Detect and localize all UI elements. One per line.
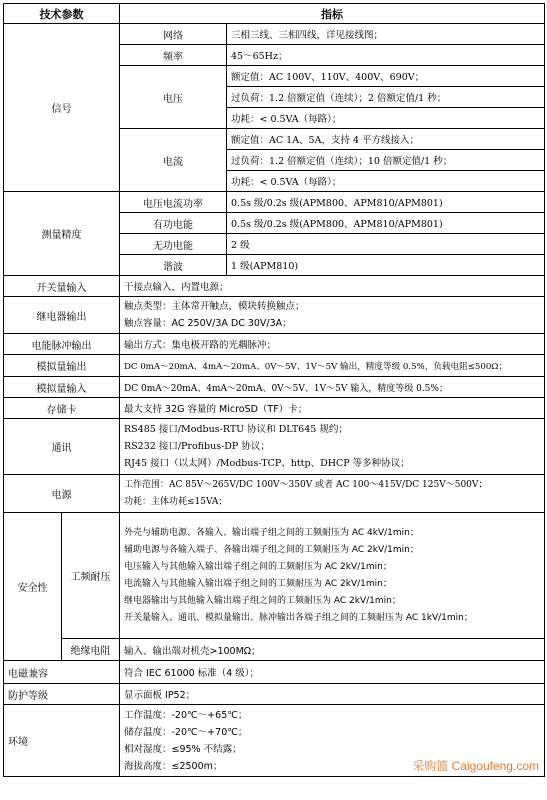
withstand-line: 开关量输入、通讯、模拟量输出、脉冲输出各端子组之间的工频耐压为 AC 1kV/1min；: [124, 612, 473, 623]
emc-value: 符合 IEC 61000 标准（4 级）；: [120, 661, 545, 684]
ip-value: 显示面板 IP52；: [120, 684, 545, 705]
withstand-label: 工频耐压: [62, 513, 120, 639]
comm-label: 通讯: [4, 419, 120, 475]
power-consumption: 功耗：主体功耗≤15VA；: [124, 496, 228, 507]
current-overload: 过负荷：1.2 倍额定值（连续）；10 倍额定值/1 秒；: [227, 150, 545, 171]
pulse-label: 电能脉冲输出: [4, 334, 120, 355]
vi-power-label: 电压电流功率: [120, 192, 227, 213]
network-value: 三相三线、三相四线，详见接线图；: [227, 24, 545, 45]
pulse-value: 输出方式：集电极开路的光耦脉冲；: [120, 334, 545, 355]
insulation-label: 绝缘电阻: [62, 639, 120, 661]
current-rated: 额定值：AC 1A、5A，支持 4 平方线接入；: [227, 129, 545, 150]
withstand-line: 电压输入与其他输入输出端子组之间的工频耐压为 AC 2kV/1min；: [124, 561, 392, 572]
accuracy-label: 测量精度: [4, 192, 120, 276]
current-power: 功耗：< 0.5VA（每路）；: [227, 171, 545, 192]
network-label: 网络: [120, 24, 227, 45]
reactive-energy-label: 无功电能: [120, 234, 227, 255]
signal-label: 信号: [4, 24, 120, 192]
switch-input-value: 干接点输入，内置电源；: [120, 276, 545, 297]
voltage-overload: 过负荷：1.2 倍额定值（连续）；2 倍额定值/1 秒；: [227, 87, 545, 108]
harmonic-label: 谐波: [120, 255, 227, 276]
comm-rs485: RS485 接口/Modbus-RTU 协议和 DLT645 规约；: [124, 424, 348, 435]
sd-label: 存储卡: [4, 398, 120, 419]
relay-type: 触点类型：主体常开触点，模块转换触点；: [124, 301, 305, 312]
voltage-label: 电压: [120, 66, 227, 129]
env-line: 储存温度：-20℃～+70℃；: [124, 726, 248, 738]
withstand-line: 继电器输出与其他输入输出端子组之间的工频耐压为 AC 2kV/1min；: [124, 595, 401, 606]
current-label: 电流: [120, 129, 227, 192]
comm-rs232: RS232 接口/Profibus-DP 协议；: [124, 441, 270, 452]
harmonic-value: 1 级(APM810): [227, 255, 545, 276]
voltage-power: 功耗：< 0.5VA（每路）；: [227, 108, 545, 129]
analog-out-value: DC 0mA～20mA、4mA～20mA、0V～5V、1V～5V 输出，精度等级 0.5%，负载电阻≤500Ω；: [120, 355, 545, 377]
withstand-line: 辅助电源与各输入端子、各输出端子组之间的工频耐压为 AC 2kV/1min；: [124, 544, 419, 555]
withstand-values: [120, 513, 545, 639]
comm-rj45: RJ45 接口（以太网）/Modbus-TCP、http、DHCP 等多种协议；: [124, 458, 410, 469]
sd-value: 最大支持 32G 容量的 MicroSD（TF）卡；: [120, 398, 545, 419]
watermark: 采购篮 Caigoufeng.com: [412, 759, 539, 773]
env-line: 海拔高度：≤2500m；: [124, 760, 223, 772]
freq-label: 频率: [120, 45, 227, 66]
emc-label: 电磁兼容: [4, 661, 120, 684]
analog-in-value: DC 0mA～20mA、4mA～20mA、0V～5V、1V～5V 输入，精度等级 0.5%；: [120, 377, 545, 398]
power-range: 工作范围：AC 85V～265V/DC 100V～350V 或者 AC 100～415V/DC 125V～500V；: [124, 479, 488, 490]
ip-label: 防护等级: [4, 684, 120, 705]
switch-input-label: 开关量输入: [4, 276, 120, 297]
insulation-value: 输入、输出端对机壳>100MΩ；: [120, 639, 545, 661]
analog-out-label: 模拟量输出: [4, 355, 120, 377]
active-energy-label: 有功电能: [120, 213, 227, 234]
relay-values: [120, 297, 545, 334]
spec-table: [3, 3, 545, 777]
relay-label: 继电器输出: [4, 297, 120, 334]
relay-capacity: 触点容量：AC 250V/3A DC 30V/3A；: [124, 318, 292, 329]
env-line: 工作温度：-20℃～+65℃；: [124, 709, 248, 721]
header-param: 技术参数: [4, 4, 120, 24]
freq-value: 45～65Hz；: [227, 45, 545, 66]
header-spec: 指标: [120, 4, 545, 24]
comm-values: [120, 419, 545, 475]
power-label: 电源: [4, 475, 120, 513]
withstand-line: 电流输入与其他输入输出端子组之间的工频耐压为 AC 2kV/1min；: [124, 578, 392, 589]
voltage-rated: 额定值：AC 100V、110V、400V、690V；: [227, 66, 545, 87]
power-values: [120, 475, 545, 513]
analog-in-label: 模拟量输入: [4, 377, 120, 398]
active-energy-value: 0.5s 级/0.2s 级(APM800、APM810/APM801): [227, 213, 545, 234]
vi-power-value: 0.5s 级/0.2s 级(APM800、APM810/APM801): [227, 192, 545, 213]
withstand-line: 外壳与辅助电源、各输入、输出端子组之间的工频耐压为 AC 4kV/1min；: [124, 527, 419, 538]
env-line: 相对湿度：≤95% 不结露；: [124, 743, 242, 755]
safety-label: 安全性: [4, 513, 62, 661]
reactive-energy-value: 2 级: [227, 234, 545, 255]
env-label: 环境: [4, 705, 120, 777]
